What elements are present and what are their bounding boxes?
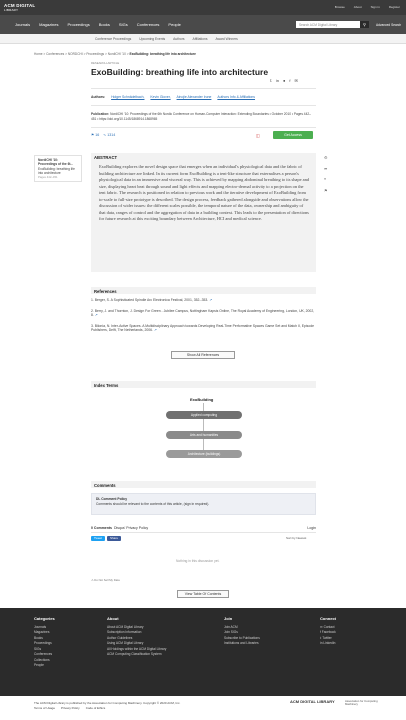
external-link-icon[interactable]: ↗ xyxy=(94,313,98,318)
footer-link[interactable]: Institutions and Libraries xyxy=(224,641,259,645)
logo-main: ACM DIGITAL xyxy=(4,3,36,8)
footer-link[interactable]: Collections xyxy=(34,657,50,662)
twitter-label: Twitter xyxy=(322,635,332,640)
tree-connector xyxy=(203,439,204,450)
references-list xyxy=(91,298,316,339)
linkedin-icon[interactable]: in xyxy=(275,78,279,83)
get-access-button[interactable]: Get Access xyxy=(273,131,313,139)
footer-link-twitter[interactable]: 𝕥 Twitter xyxy=(320,635,332,640)
acm-org-logo[interactable]: Association for Computing Machinery xyxy=(345,699,378,707)
footer-link[interactable]: Join SIGs xyxy=(224,630,238,634)
settings-icon[interactable]: ⚙ xyxy=(324,155,328,160)
page-title: ExoBuilding: breathing life into architecture xyxy=(91,67,269,77)
comments-header xyxy=(91,481,316,488)
article-type: RESEARCH-ARTICLE xyxy=(91,61,120,65)
footer-heading: Categories xyxy=(34,616,55,621)
tree-connector xyxy=(203,403,204,411)
subnav-authors[interactable]: Authors xyxy=(173,37,185,41)
metrics xyxy=(91,133,115,137)
divider xyxy=(91,532,316,533)
footer-link-facebook[interactable]: f Facebook xyxy=(320,630,336,634)
footer-link[interactable]: Using ACM Digital Library xyxy=(107,641,144,645)
comments-heading: Comments xyxy=(94,483,116,488)
divider xyxy=(91,127,316,128)
bookmark-icon[interactable]: ⚑ xyxy=(324,188,328,193)
footer-link[interactable]: ACM Computing Classification System xyxy=(107,652,162,656)
divider xyxy=(91,88,316,89)
abstract-text: ExoBuilding explores the novel design space that emerges when an individual's physiological data and the fabric of building architecture are linked. In its current form ExoBuilding is a tent-like structure that externalises a person's physiological data in an immersive and visceral way. This is achieved by mapping abdominal breathing to its shape and size, displaying heart beat through sound and light effects and mapping electro-dermal activity to a projection on the tent fabric. The research is positioned in relation to previous work and the iterative development of ExoBuilding from to-scale to full-size prototype is described. The design process, feedback gathered alongside and observations allow the discussion of wider issues: the different scales possible, the temporal nature of the data, ownership and ambiguity of that data, ranges of control and the aggregation of data in a building context. This leads to the presentation of directions for future research at this exciting boundary between Architecture, HCI and medical science. xyxy=(99,164,309,221)
share-button[interactable]: Share xyxy=(107,536,121,541)
reference-item xyxy=(91,298,316,303)
side-card-subtitle: ExoBuilding: breathing life into architecture xyxy=(38,166,75,175)
subnav-proceedings[interactable]: Conference Proceedings xyxy=(95,37,132,41)
linkedin-label: LinkedIn xyxy=(323,641,336,645)
share-icon[interactable]: ➦ xyxy=(324,166,328,171)
reference-text: 3. Bilonia, N. Inter-Active Spaces. A Multidisciplinary Approach towards Developing Real-Time Performative Spaces Game Set and Match II, Episode Publishers, Delft, The Netherlands, 2006. xyxy=(91,323,315,333)
publication-info xyxy=(91,112,316,121)
reference-text: 1. Berger, S. A Sophisticated Spindle Arc Electronica Festival, 2001, 352--353. xyxy=(91,298,209,302)
subnav-events[interactable]: Upcoming Events xyxy=(139,37,166,41)
side-tools xyxy=(324,155,328,193)
references-header xyxy=(91,287,316,294)
side-card-title: NordiCHI '10: Proceedings of the 6t... xyxy=(38,158,74,167)
index-root: ExoBuilding xyxy=(190,397,214,402)
index-terms-header xyxy=(91,381,316,388)
download-count[interactable]: ∿ 1314 xyxy=(103,133,116,137)
authors-row xyxy=(91,95,255,99)
top-links xyxy=(335,5,400,9)
sub-nav xyxy=(0,34,406,44)
footer-heading: About xyxy=(107,616,119,621)
login-link[interactable]: Login xyxy=(307,526,316,530)
abstract-heading: ABSTRACT xyxy=(94,155,118,160)
breadcrumb-current: ExoBuilding: breathing life into architecture xyxy=(129,52,196,56)
index-terms-heading: Index Terms xyxy=(94,383,119,388)
external-link-icon[interactable]: ↗ xyxy=(209,298,213,302)
top-link-about[interactable]: About xyxy=(353,5,362,9)
main-nav xyxy=(0,15,406,34)
side-card[interactable] xyxy=(34,155,82,182)
show-all-references-button[interactable]: Show All References xyxy=(171,351,235,359)
nav-proceedings[interactable]: Proceedings xyxy=(67,22,90,27)
pdf-icon[interactable]: ◫ xyxy=(256,133,260,138)
reference-item xyxy=(91,309,316,318)
index-node-arts-humanities[interactable]: Arts and humanities xyxy=(166,431,242,439)
reddit-icon[interactable]: ● xyxy=(283,78,286,83)
pub-text: NordiCHI '10: Proceedings of the 6th Nordic Conference on Human-Computer Interaction: Extending Boundaries • October 2010 • Pages 442–451 • https://doi.org/10.1145/1868914.1868965 xyxy=(91,112,311,121)
comment-policy xyxy=(91,493,316,515)
authors-info-link[interactable]: Authors Info & Affiliations xyxy=(217,95,256,99)
privacy-link[interactable]: Privacy Policy xyxy=(61,706,80,710)
logo-main: ACM DIGITAL xyxy=(290,699,316,704)
footer-heading: Join xyxy=(224,616,233,621)
pub-label: Publication: xyxy=(91,112,110,116)
footer-link[interactable]: Journals xyxy=(34,624,47,629)
external-link-icon[interactable]: ↗ xyxy=(153,328,157,333)
subnav-affiliations[interactable]: Affiliations xyxy=(192,37,208,41)
view-toc-button[interactable]: View Table Of Contents xyxy=(177,590,229,598)
terms-link[interactable]: Terms of Usage xyxy=(34,706,56,710)
footer-link[interactable]: Author Guidelines xyxy=(107,635,133,640)
footer-link[interactable]: Proceedings xyxy=(34,641,52,645)
logo-sub: LIBRARY xyxy=(316,699,335,704)
nav-books[interactable]: Books xyxy=(98,22,110,27)
ethics-link[interactable]: Code of Ethics xyxy=(85,706,106,710)
copyright: The ACM Digital Library is published by the Association for Computing Machinery. Copyright © 2020 ACM, Inc. xyxy=(34,701,181,705)
footer-link[interactable]: People xyxy=(34,663,44,667)
footer-link[interactable]: All Holdings within the ACM Digital Library xyxy=(107,646,167,651)
nav-magazines[interactable]: Magazines xyxy=(39,22,59,27)
footer xyxy=(0,608,406,696)
citation-count[interactable]: ⚑ 16 xyxy=(91,133,100,137)
bottom-links xyxy=(34,706,105,710)
footer-about xyxy=(107,616,166,658)
empty-discussion: Nothing in this discussion yet. xyxy=(176,559,220,563)
footer-link[interactable]: SIGs xyxy=(34,646,42,651)
footer-heading: Connect xyxy=(320,616,336,621)
top-bar xyxy=(0,0,406,15)
advanced-search-link[interactable]: Advanced Search xyxy=(376,23,402,27)
facebook-icon[interactable]: f xyxy=(289,78,291,83)
breadcrumb-path[interactable]: Home > Conferences > NORDCHI > Proceedings > NordiCHI '10 > xyxy=(34,52,130,56)
quote-icon[interactable]: ❝ xyxy=(324,177,327,182)
top-link-register[interactable]: Register xyxy=(388,5,400,9)
index-node-architecture[interactable]: Architecture (buildings) xyxy=(166,450,242,458)
footer-link[interactable]: Books xyxy=(34,635,43,640)
search-icon[interactable]: ⚲ xyxy=(360,21,369,28)
disqus-privacy-link[interactable]: Disqus' Privacy Policy xyxy=(113,526,149,530)
nav-people[interactable]: People xyxy=(168,22,181,27)
share-bar xyxy=(270,78,298,83)
sort-dropdown[interactable]: Sort by Newest xyxy=(286,536,307,540)
side-card-pages: Pages 442–451 xyxy=(38,175,58,180)
references-heading: References xyxy=(94,289,117,294)
email-icon[interactable]: ✉ xyxy=(294,78,298,83)
policy-title: DL Comment Policy xyxy=(96,497,128,501)
footer-link[interactable]: Join ACM xyxy=(224,624,238,629)
footer-link[interactable]: About ACM Digital Library xyxy=(107,624,144,629)
comment-count: 0 Comments xyxy=(91,526,113,530)
comment-meta xyxy=(91,526,316,530)
top-link-signin[interactable]: Sign in xyxy=(370,5,380,9)
top-link-browse[interactable]: Browse xyxy=(334,5,345,9)
logo-sub: LIBRARY xyxy=(4,8,19,12)
acm-dl-logo[interactable] xyxy=(290,699,335,704)
footer-link[interactable]: Subscription Information xyxy=(107,630,142,634)
acm-logo[interactable] xyxy=(4,3,84,12)
author-link[interactable]: Kevin Glover, xyxy=(150,95,171,99)
index-node-applied-computing[interactable]: Applied computing xyxy=(166,411,242,419)
footer-connect xyxy=(320,616,336,647)
search-input[interactable]: Search ACM Digital Library xyxy=(296,21,369,28)
subnav-awards[interactable]: Award Winners xyxy=(215,37,238,41)
contact-label: Contact xyxy=(323,624,335,629)
twitter-icon[interactable]: 𝕥 xyxy=(270,78,272,83)
nav-items xyxy=(15,22,181,27)
tweet-button[interactable]: Tweet xyxy=(91,536,105,541)
do-not-sell-label: Do Not Sell My Data xyxy=(94,578,120,582)
reference-item xyxy=(91,324,316,333)
footer-join xyxy=(224,616,260,647)
bottom-bar xyxy=(0,696,406,720)
footer-link-contact[interactable]: ✉ Contact xyxy=(320,624,335,629)
nav-sigs[interactable]: SIGs xyxy=(118,22,128,27)
do-not-sell-link[interactable]: ⚠ Do Not Sell My Data xyxy=(91,578,120,582)
footer-link[interactable]: Conferences xyxy=(34,652,53,656)
reference-text: 2. Berry, J. and Thornton, J. Design For Green - Jubilee Campus, Nottingham Kapsis Online, The Royal Academy of Engineering, London, UK, 2002, 8. xyxy=(91,308,315,318)
tree-connector xyxy=(203,419,204,431)
footer-categories xyxy=(34,616,55,669)
policy-text: Comments should be relevant to the contents of this article, (sign in required). xyxy=(96,502,210,506)
authors-label: Authors: xyxy=(91,95,106,99)
author-link[interactable]: Holger Schnädelbach, xyxy=(111,95,145,99)
footer-link[interactable]: Magazines xyxy=(34,630,50,634)
breadcrumb xyxy=(34,52,196,56)
footer-link[interactable]: Subscribe to Publications xyxy=(224,635,260,640)
divider xyxy=(91,105,316,106)
nav-conferences[interactable]: Conferences xyxy=(136,22,160,27)
footer-link-linkedin[interactable]: in LinkedIn xyxy=(320,641,336,645)
nav-journals[interactable]: Journals xyxy=(15,22,31,27)
author-link[interactable]: Ainojie Alexander Irune xyxy=(176,95,212,99)
facebook-label: Facebook xyxy=(321,630,336,634)
